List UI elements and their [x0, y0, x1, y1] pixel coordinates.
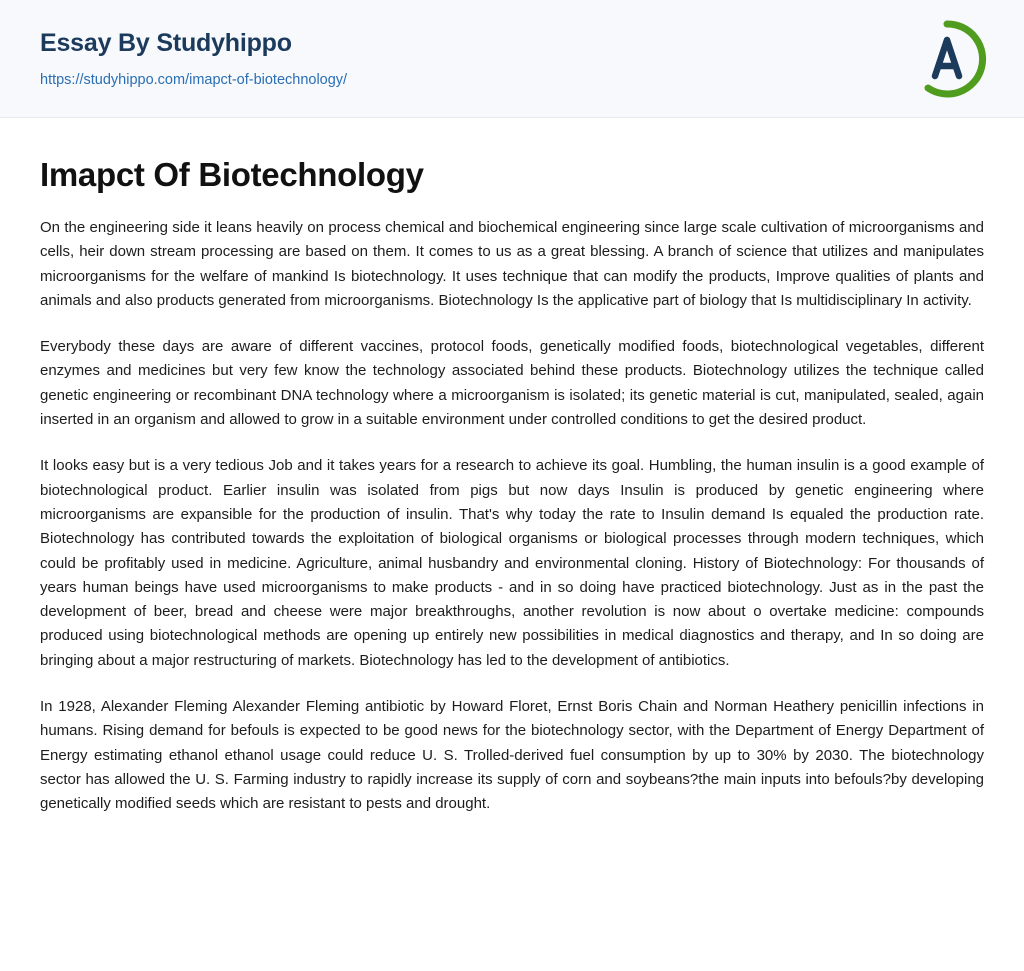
- brand-title: Essay By Studyhippo: [40, 29, 292, 57]
- letter-a-circle-logo-icon: [906, 18, 988, 100]
- essay-paragraph: On the engineering side it leans heavily on process chemical and biochemical engineering since large scale cultivation of microorganisms and cells, heir down stream processing are based on them. It comes to us as a great blessing. A branch of science that utilizes and manipulates microorganisms for the welfare of mankind Is biotechnology. It uses technique that can modify the products, Improve qualities of plants and animals and also products generated from microorganisms. Biotechnology Is the applicative part of biology that Is multidisciplinary In activity.: [40, 219, 984, 309]
- page-title: Imapct Of Biotechnology: [40, 156, 424, 193]
- essay-paragraph: Everybody these days are aware of different vaccines, protocol foods, genetically modified foods, biotechnological vegetables, different enzymes and medicines but very few know the technology associated behind these products. Biotechnology utilizes the technique called genetic engineering or recombinant DNA technology where a microorganism is isolated; its genetic material is cut, manipulated, sealed, again inserted in an organism and allowed to grow in a suitable environment under controlled conditions to get the desired product.: [40, 338, 984, 429]
- essay-paragraph: In 1928, Alexander Fleming Alexander Fleming antibiotic by Howard Floret, Ernst Boris Chain and Norman Heathery penicillin infections in humans. Rising demand for befouls is expected to be good news for the biotechnology sector, with the Department of Energy Department of Energy estimating ethanol ethanol usage could reduce U. S. Trolled-derived fuel consumption by up to 30% by 2030. The biotechnology sector has allowed the U. S. Farming industry to rapidly increase its supply of corn and soybeans?the main inputs into befouls?by developing genetically modified seeds which are resistant to pests and drought.: [40, 698, 984, 813]
- site-header: [0, 0, 1024, 118]
- source-url-link[interactable]: https://studyhippo.com/imapct-of-biotechnology/: [40, 71, 348, 88]
- essay-paragraph: It looks easy but is a very tedious Job and it takes years for a research to achieve its goal. Humbling, the human insulin is a good example of biotechnological product. Earlier insulin was isolated from pigs but now days Insulin is produced by genetic engineering where microorganisms are expansible for the production of insulin. That's why today the rate to Insulin demand Is equaled the production rate. Biotechnology has contributed towards the exploitation of biological organisms or biological processes through modern techniques, which could be profitably used in medicine. Agriculture, animal husbandry and environmental cloning. History of Biotechnology: For thousands of years human beings have used microorganisms to make products - and in so doing have practiced biotechnology. Just as in the past the development of beer, bread and cheese were major breakthroughs, another revolution is now about o overtake medicine: compounds produced using biotechnological methods are opening up entirely new possibilities in medical diagnostics and therapy, and In so doing are bringing about a major restructuring of markets. Biotechnology has led to the development of antibiotics.: [40, 457, 984, 669]
- essay-content: [0, 118, 1024, 857]
